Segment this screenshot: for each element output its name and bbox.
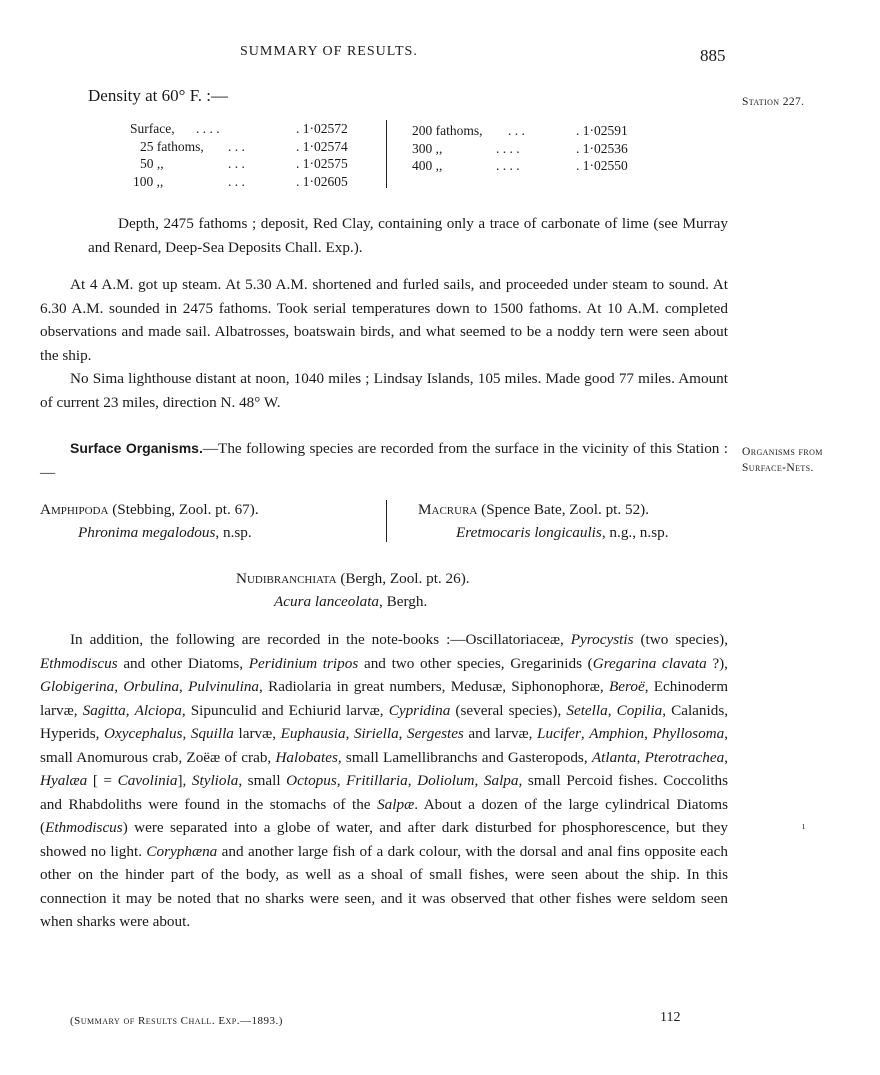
text-run: . About a dozen of the large cylindrical Diatoms ( <box>40 795 729 836</box>
page-number: 885 <box>700 46 726 65</box>
taxon-name: Squilla <box>190 725 234 742</box>
taxon-name: Octopus <box>286 772 337 789</box>
text-run: ], <box>177 772 192 789</box>
text-run: [ = <box>87 772 118 789</box>
surface-heading: Surface Organisms. <box>70 440 203 456</box>
taxon-name: Phyllosoma <box>652 725 725 742</box>
density-row: 25 fathoms, . . . . 1·02574 <box>140 138 348 154</box>
density-row: 50 ,, . . . . 1·02575 <box>140 156 348 171</box>
narrative <box>40 273 728 414</box>
taxon-name: Copilia <box>616 701 663 719</box>
text-run: , <box>724 748 728 766</box>
margin-note-line: Organisms from <box>742 446 823 458</box>
text-run: , small Lamellibranchs and Gasteropods, <box>337 748 592 766</box>
text-run: and two other species, Gregarinids ( <box>358 654 593 672</box>
sheet-number: 112 <box>660 1010 681 1025</box>
text-run: , <box>336 772 347 789</box>
text-run: , Calanids, Hyperids, <box>40 701 729 742</box>
taxon-name: Beroë <box>609 678 645 695</box>
text-run: , <box>636 748 645 766</box>
density-table-right <box>412 122 652 175</box>
taxon-name: Pyrocystis <box>570 631 634 648</box>
text-run: In addition, the following are recorded in the note-books :—Oscillatoriaceæ, <box>70 631 571 648</box>
text-run: ?), <box>706 654 728 672</box>
taxon-name: Cypridina <box>388 701 451 719</box>
taxon-name: Hyalæa <box>40 772 88 789</box>
group-divider <box>386 500 387 542</box>
narrative-paragraph: No Sima lighthouse distant at noon, 1040 miles ; Lindsay Islands, 105 miles. Made good 77 miles. Amount of current 23 miles, direction N. 48° W. <box>40 370 728 411</box>
margin-note-station: Station 227. <box>742 96 805 108</box>
species-name: Acura lanceolata <box>274 593 380 610</box>
text-run: and other Diatoms, <box>117 654 249 672</box>
taxon-name: Pterotrachea <box>644 748 725 766</box>
density-row: 400 ,, . . . . . 1·02550 <box>412 158 628 173</box>
text-run: , <box>182 725 191 742</box>
surface-organisms <box>40 437 728 484</box>
text-run: and larvæ, <box>463 725 538 742</box>
species-name: Eretmocaris longicaulis <box>456 524 602 541</box>
text-run: , Echinoderm larvæ, <box>40 678 729 719</box>
text-run: and another large fish of a dark colour, with the dorsal and anal fins opposite each other on the hinder part of the body, as well as a shoal of small fishes, were seen about the ship. In this connection it may be noted that no sharks were seen, and it was observed that other fishes were seldom seen when sharks were about. <box>40 842 728 930</box>
taxon-name: Cavolinia <box>117 772 178 789</box>
text-run: , <box>580 725 590 742</box>
table-divider <box>386 120 387 188</box>
taxon-name: Alciopa <box>134 701 182 719</box>
taxon-name: Peridinium tripos <box>248 654 359 672</box>
taxon-name: Styliola <box>191 772 239 789</box>
taxon-name: Gregarina clavata <box>592 654 707 672</box>
text-run: , <box>474 772 484 789</box>
footer-note: (Summary of Results Chall. Exp.—1893.) <box>70 1015 283 1027</box>
taxon-name: Ethmodiscus <box>40 654 118 672</box>
text-run: , small Percoid fishes. Coccoliths and Rhabdoliths were found in the stomachs of the <box>40 772 729 813</box>
taxon-name: Siriella <box>353 725 399 742</box>
taxon-name: Euphausia <box>280 725 346 742</box>
density-row: Surface, . . . . . 1·02572 <box>130 121 348 136</box>
density-row: 300 ,, . . . . . 1·02536 <box>412 140 628 156</box>
text-run: , small <box>238 772 287 789</box>
text-run: , <box>125 701 135 719</box>
taxon-name: Ethmodiscus <box>45 819 123 836</box>
taxon-name: Salpæ <box>377 795 415 813</box>
text-run: (two species), <box>633 631 728 648</box>
text-run: ) were separated into a globe of water, and after dark disturbed for phosphorescence, but they showed no light. <box>40 819 728 860</box>
taxon-name: Pulvinulina <box>188 678 260 695</box>
text-run: , <box>607 701 617 719</box>
group-macrura: Macrura (Spence Bate, Zool. pt. 52). Eretmocaris longicaulis, n.g., n.sp. <box>418 501 669 541</box>
group-amphipoda: Amphipoda (Stebbing, Zool. pt. 67). Phronima megalodous, n.sp. <box>40 501 259 541</box>
taxon-name: Sagitta <box>82 701 126 719</box>
surface-text: —The following species are recorded from the surface in the vicinity of this Station :— <box>40 440 728 481</box>
text-run: (several species), <box>450 701 567 719</box>
density-row: 200 fathoms, . . . . 1·02591 <box>412 123 628 138</box>
text-run: , Sipunculid and Echiurid larvæ, <box>181 701 389 719</box>
taxon-name: Sergestes <box>407 725 464 742</box>
stray-mark: ı <box>802 820 806 832</box>
taxon-name: Doliolum <box>417 772 475 789</box>
depth-paragraph: Depth, 2475 fathoms ; deposit, Red Clay, containing only a trace of carbonate of lime (see Murray and Renard, Deep-Sea Deposits Chall. Exp.). <box>88 215 728 256</box>
density-row: 100 ,, . . . . 1·02605 <box>133 173 348 189</box>
taxon-name: Salpa <box>483 772 519 789</box>
text-run: , <box>179 678 189 695</box>
taxon-name: Coryphæna <box>146 842 218 860</box>
text-run: , <box>407 772 418 789</box>
margin-note-organisms <box>742 444 823 476</box>
text-run: , <box>114 678 124 695</box>
taxon-name: Orbulina <box>123 678 180 695</box>
species-name: Phronima megalodous <box>78 524 216 541</box>
margin-note-line: Surface-Nets. <box>742 462 814 474</box>
text-run: , small Anomurous crab, Zoëæ of crab, <box>40 725 729 766</box>
text-run: , <box>398 725 408 742</box>
taxon-name: Lucifer <box>537 725 581 742</box>
density-table-left <box>130 120 370 190</box>
text-run: larvæ, <box>233 725 281 742</box>
taxon-name: Setella <box>566 701 608 719</box>
taxon-name: Halobates <box>275 748 338 766</box>
group-nudibranchiata: Nudibranchiata (Bergh, Zool. pt. 26). Acura lanceolata, Bergh. <box>236 570 470 610</box>
narrative-paragraph: At 4 A.M. got up steam. At 5.30 A.M. shortened and furled sails, and proceeded under steam to sound. At 6.30 A.M. sounded in 2475 fathoms. Took serial temperatures down to 1500 fathoms. At 10 A.M. completed observations and made sail. Albatrosses, boatswain birds, and what seemed to be a noddy tern were seen about the ship. <box>40 276 728 364</box>
taxon-name: Amphion <box>589 725 645 742</box>
text-run: , <box>644 725 653 742</box>
taxon-name: Oxycephalus <box>104 725 183 742</box>
density-heading: Density at 60° F. :— <box>88 86 229 105</box>
text-run: , Radiolaria in great numbers, Medusæ, Siphonophoræ, <box>259 678 609 695</box>
notebooks-paragraph <box>40 628 728 934</box>
taxon-name: Globigerina <box>40 678 115 695</box>
text-run: , <box>345 725 354 742</box>
running-header: SUMMARY OF RESULTS. <box>240 44 418 59</box>
taxon-name: Fritillaria <box>346 772 408 789</box>
taxon-name: Atlanta <box>591 748 637 766</box>
